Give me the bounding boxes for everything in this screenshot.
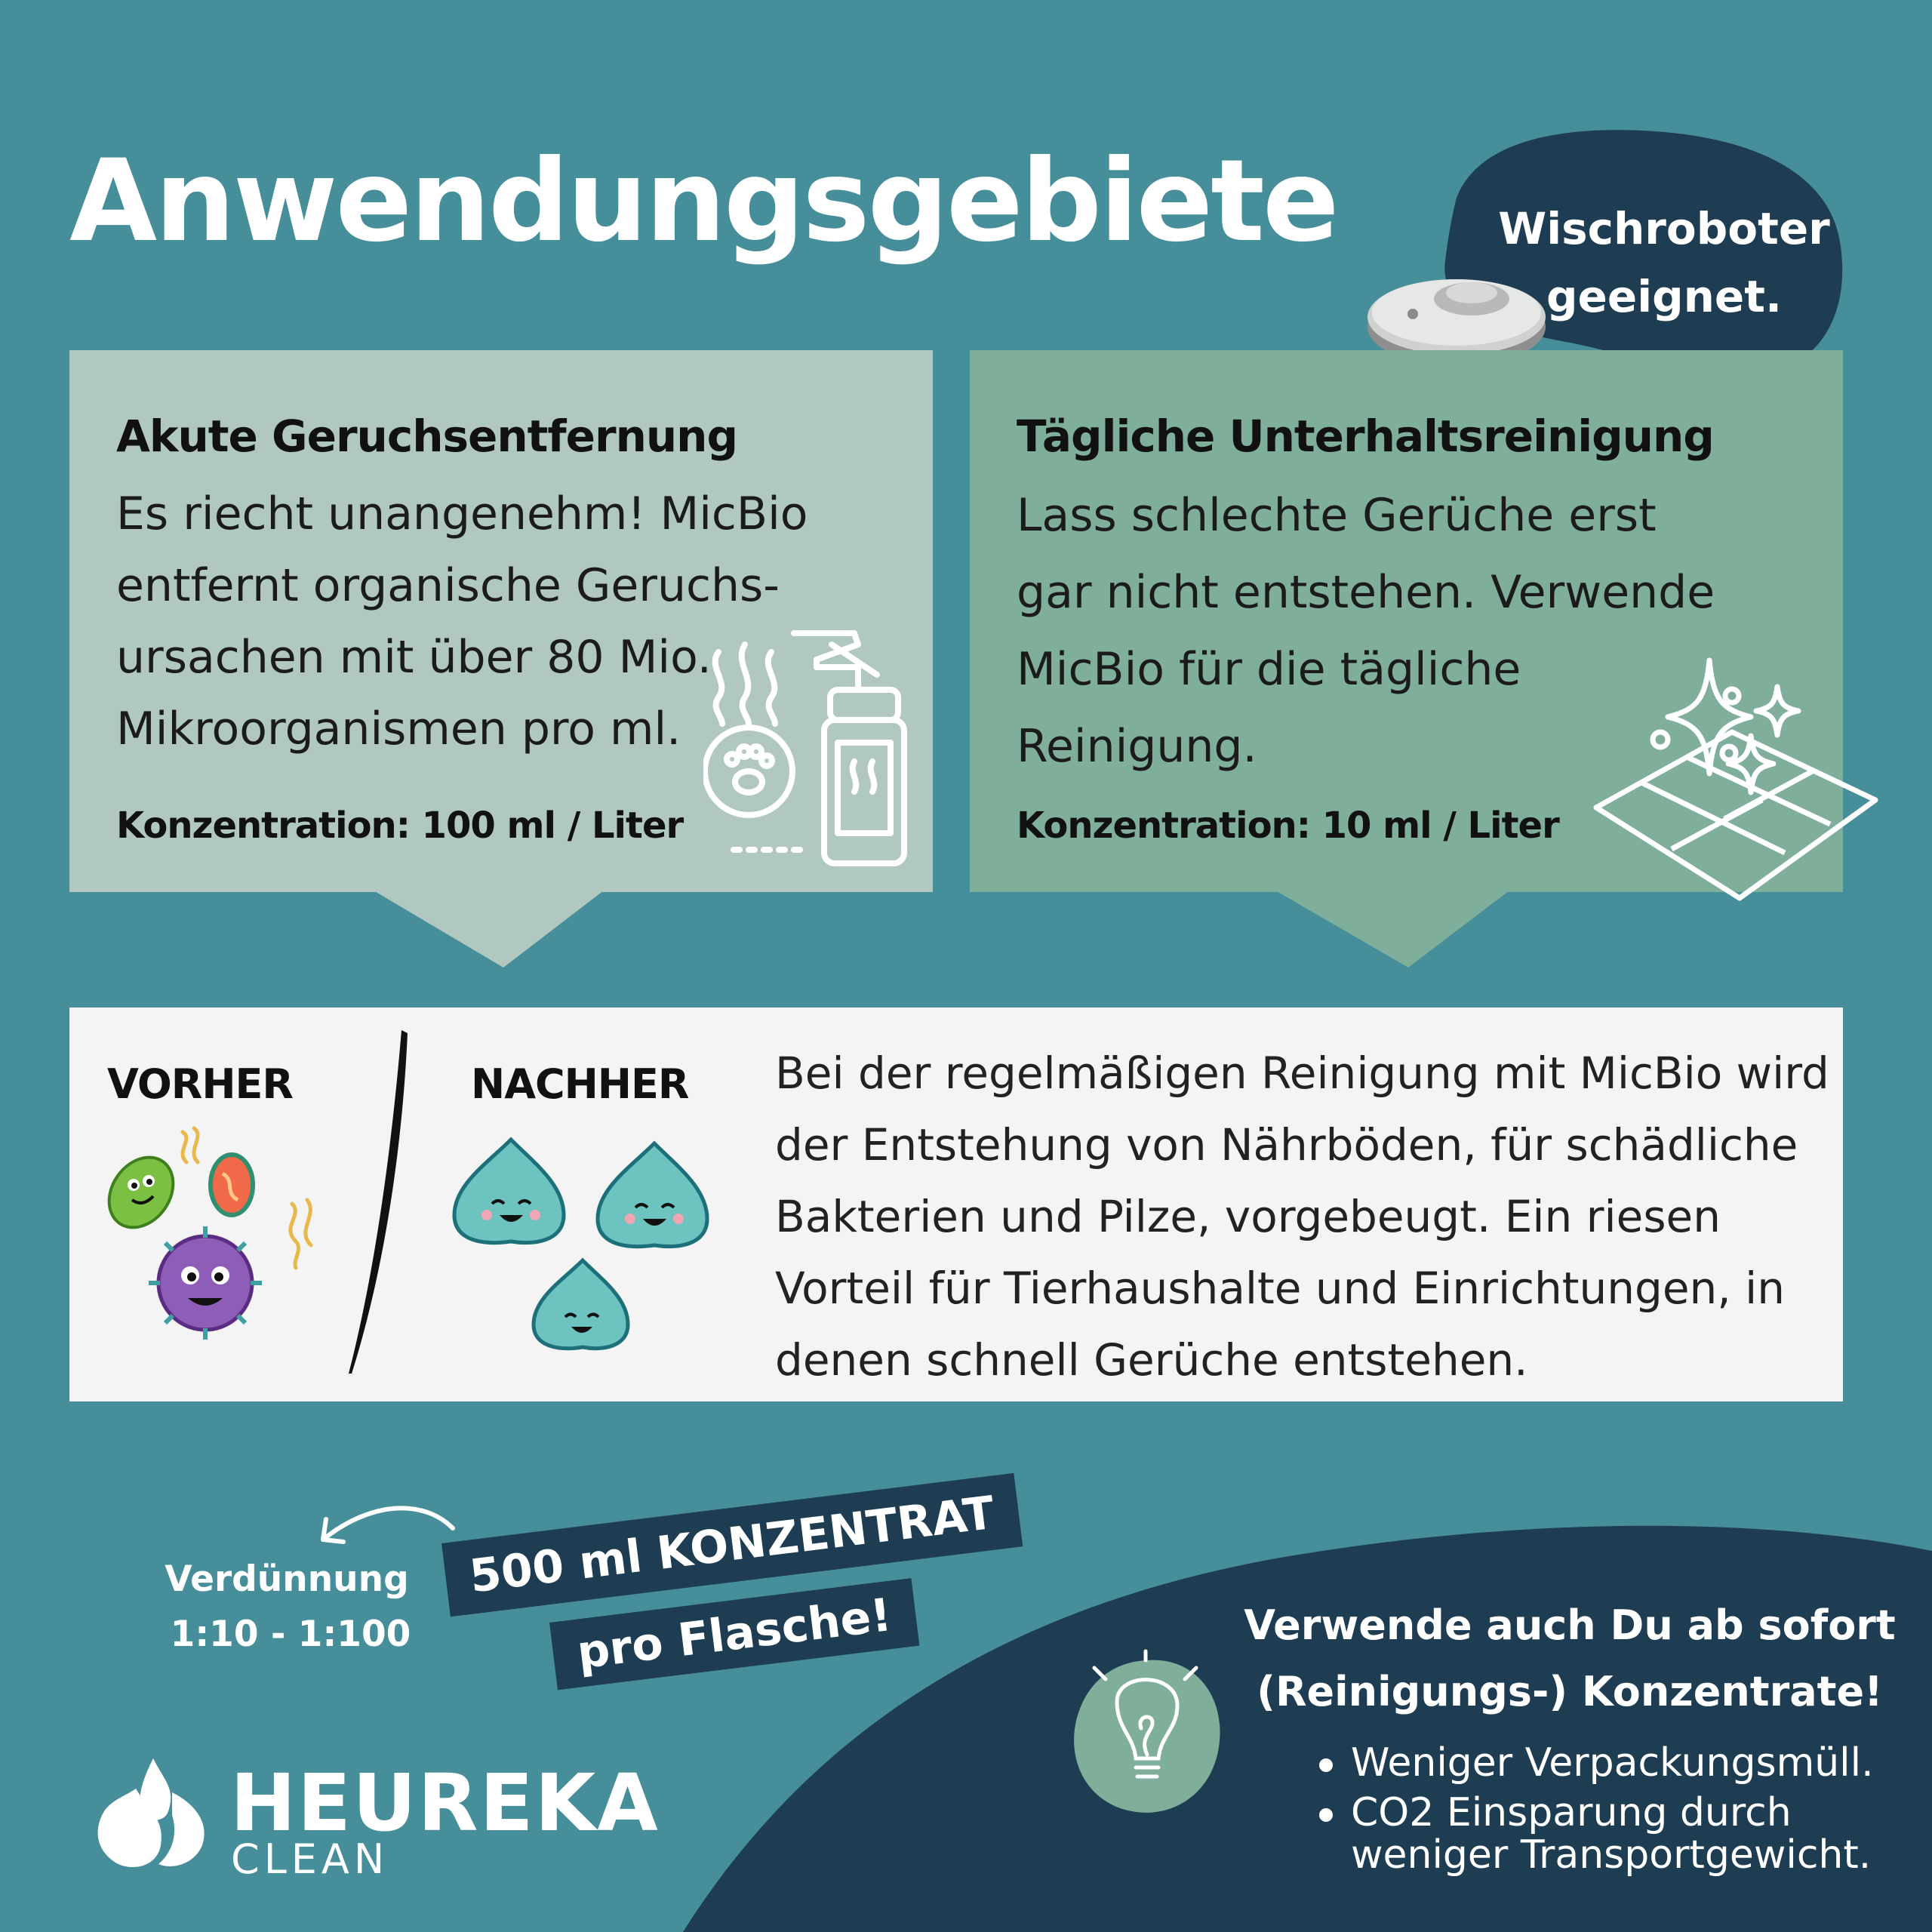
concentrate-banner-line2: pro Flasche! [549,1578,919,1690]
after-label: NACHHER [471,1060,689,1108]
brand-sub: CLEAN [231,1835,389,1883]
list-item: Weniger Verpackungsmüll. [1351,1740,1874,1786]
curved-arrow-icon [309,1498,460,1558]
panel-title: Tägliche Unterhaltsreinigung [1017,411,1714,462]
dilution-range: 1:10 - 1:100 [170,1614,411,1655]
panel-right-pointer [1275,891,1509,968]
panel-left-pointer [374,891,604,968]
panel-body: Lass schlechte Gerüche erst gar nicht entstehen. Verwende MicBio für die tägliche Reinigung. [1017,489,1715,773]
lightbulb-icon [1064,1645,1230,1819]
before-after-text: Bei der regelmäßigen Reinigung mit MicBio wird der Entstehung von Nährböden, für schädliche Bakterien und Pilze, vorgebeugt. Ein riesen Vorteil für Tierhaushalte und Einrichtungen, in denen schnell Gerüche entstehen. [775,1048,1829,1386]
heureka-drop-logo-icon [89,1758,210,1872]
before-after-panel [69,1008,1843,1401]
concentrate-banner-line1: 500 ml KONZENTRAT [441,1473,1023,1617]
bacteria-icon [103,1121,360,1347]
brand-name: HEUREKA [230,1757,660,1849]
before-label: VORHER [107,1060,293,1108]
panel-odor-removal [69,350,933,892]
panel-body: Es riecht unangenehm! MicBio entfernt organische Geruchs- ursachen mit über 80 Mio. Mikroorganismen pro ml. [116,488,808,755]
odor-spray-icon [703,622,915,871]
happy-microbe-icon [451,1132,783,1381]
promo-list [1351,1742,1874,1884]
promo-title: Verwende auch Du ab sofort (Reinigungs-) Konzentrate! [1244,1601,1896,1715]
panel-concentration: Konzentration: 10 ml / Liter [1017,804,1559,847]
dilution-label: Verdünnung [165,1558,409,1600]
panel-concentration: Konzentration: 100 ml / Liter [116,804,684,847]
page-title: Anwendungsgebiete [69,136,1337,267]
sparkle-floor-icon [1581,657,1883,906]
robot-badge-text: Wischroboter geeignet. [1498,203,1830,322]
list-item: CO2 Einsparung durch weniger Transportgewicht. [1351,1792,1874,1876]
panel-title: Akute Geruchsentfernung [116,411,737,462]
